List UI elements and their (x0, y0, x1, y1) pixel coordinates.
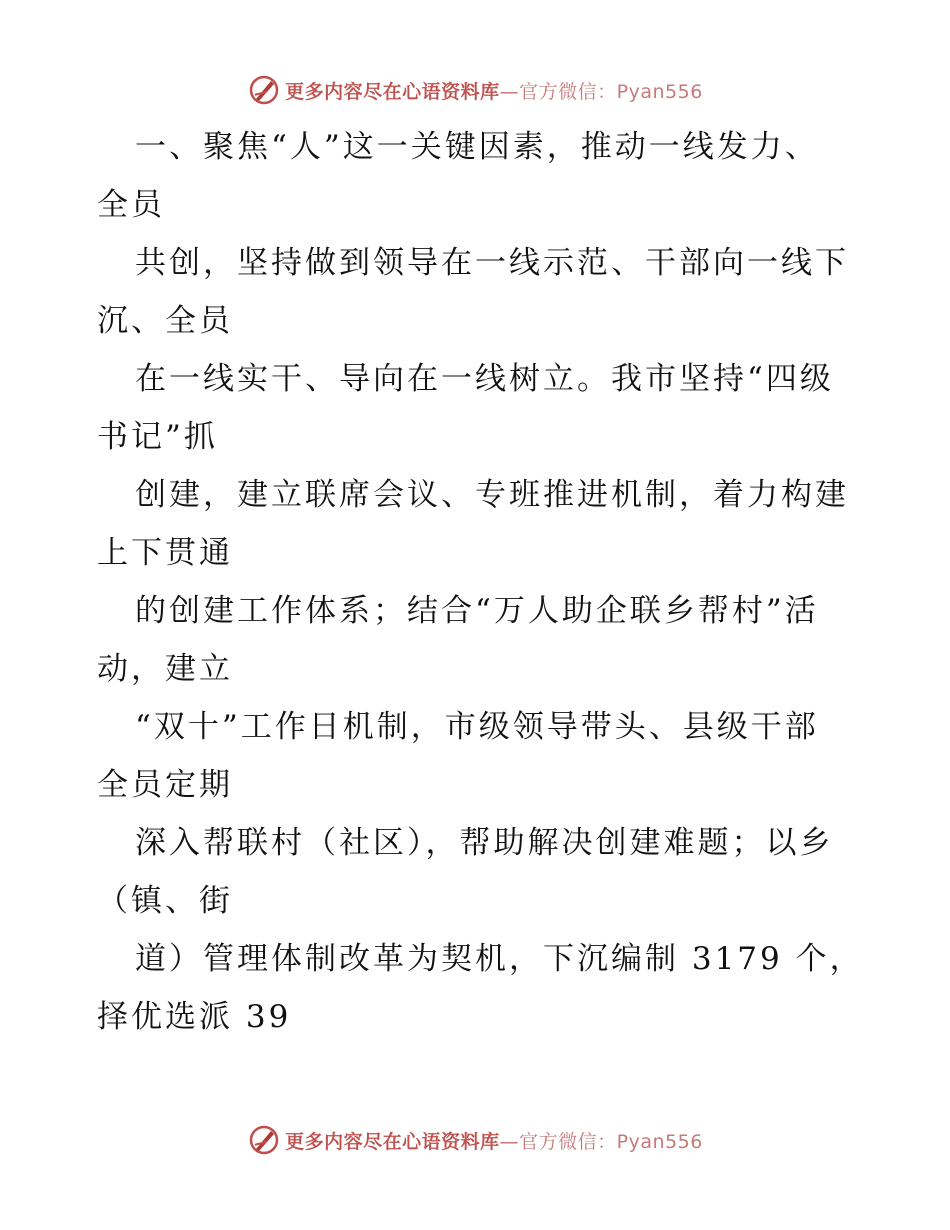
watermark-contact: 官方微信：Pyan556 (519, 80, 703, 103)
watermark-contact: 官方微信：Pyan556 (519, 1130, 703, 1153)
text-line: 上下贯通 (97, 535, 233, 571)
text-line: 深入帮联村（社区），帮助解决创建难题；以乡 (135, 825, 834, 861)
watermark-separator: — (499, 1130, 520, 1153)
text-line: 全员 (97, 187, 165, 223)
text-line: 一、聚焦“人”这一关键因素，推动一线发力、 (135, 129, 819, 165)
text-line: 全员定期 (97, 767, 233, 803)
text-line: 动，建立 (97, 651, 233, 687)
watermark-brand: 更多内容尽在心语资料库 (285, 1130, 500, 1153)
watermark-brand: 更多内容尽在心语资料库 (285, 80, 500, 103)
text-line: 在一线实干、导向在一线树立。我市坚持“四级 (135, 361, 834, 397)
text-line: （镇、街 (97, 883, 233, 919)
quill-logo-icon (247, 1123, 281, 1157)
text-line: 择优选派 39 (97, 999, 292, 1035)
text-line: 书记”抓 (97, 419, 218, 455)
document-body (97, 118, 867, 1046)
header-watermark (0, 70, 950, 110)
watermark-text (285, 77, 703, 104)
text-line: 沉、全员 (97, 303, 233, 339)
watermark-separator: — (499, 80, 520, 103)
text-line: 创建，建立联席会议、专班推进机制，着力构建 (135, 477, 849, 513)
watermark-text (285, 1127, 703, 1154)
text-line: 道）管理体制改革为契机，下沉编制 3179 个， (135, 941, 864, 977)
text-line: “双十”工作日机制，市级领导带头、县级干部 (135, 709, 819, 745)
text-line: 共创，坚持做到领导在一线示范、干部向一线下 (135, 245, 849, 281)
quill-logo-icon (247, 73, 281, 107)
footer-watermark (0, 1120, 950, 1160)
text-line: 的创建工作体系；结合“万人助企联乡帮村”活 (135, 593, 819, 629)
